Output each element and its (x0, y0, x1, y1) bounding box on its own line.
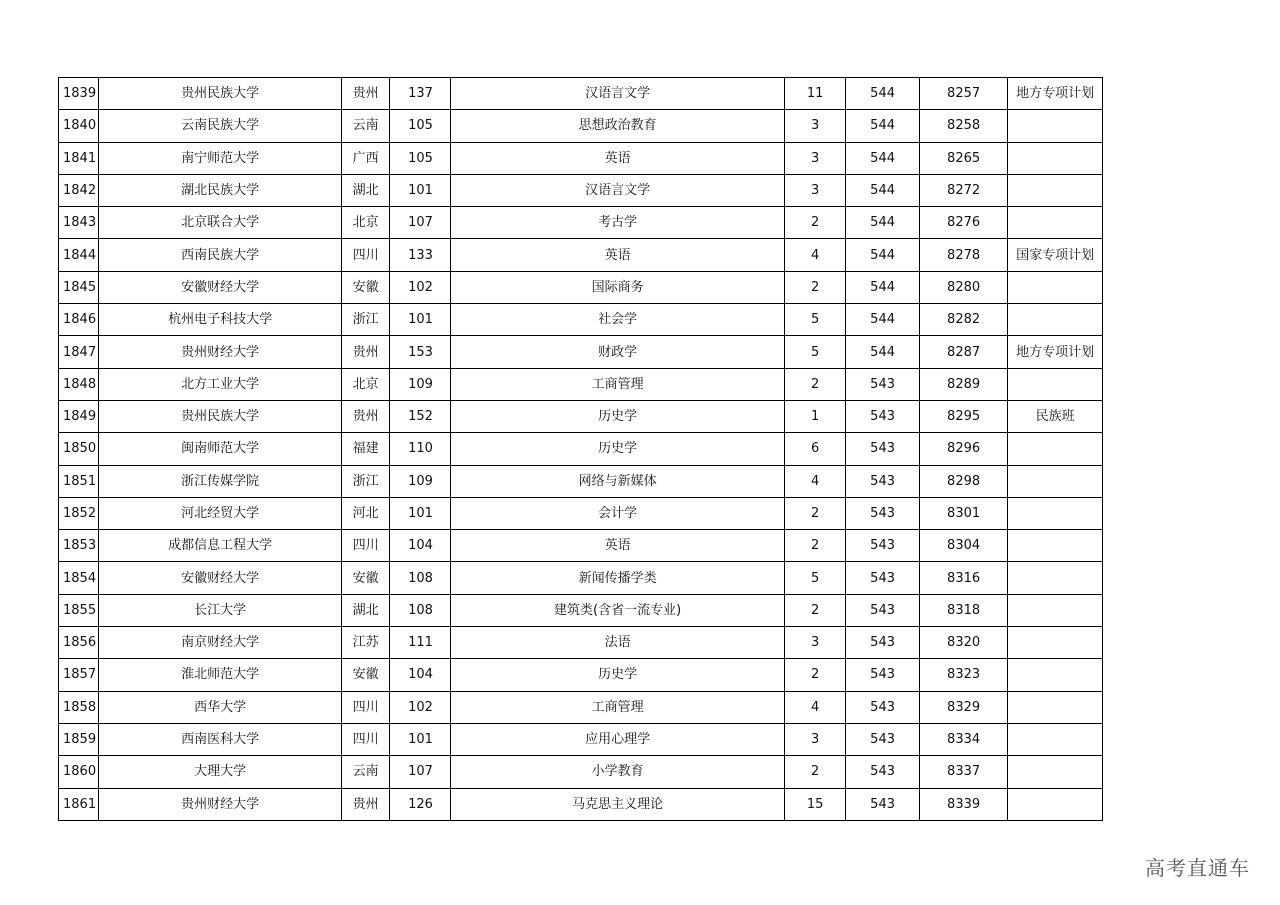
cell-school: 安徽财经大学 (99, 562, 342, 594)
cell-note (1008, 627, 1103, 659)
cell-plan-count: 3 (785, 142, 846, 174)
cell-min-rank: 8304 (920, 530, 1008, 562)
cell-serial-number: 1846 (59, 304, 99, 336)
cell-major-code: 107 (390, 756, 451, 788)
cell-min-score: 543 (846, 530, 920, 562)
cell-school: 杭州电子科技大学 (99, 304, 342, 336)
cell-major: 英语 (451, 239, 785, 271)
cell-major-code: 111 (390, 627, 451, 659)
cell-province: 四川 (342, 530, 390, 562)
table-row (59, 271, 1103, 303)
cell-min-score: 544 (846, 336, 920, 368)
table-row (59, 433, 1103, 465)
cell-major: 建筑类(含省一流专业) (451, 594, 785, 626)
cell-major-code: 108 (390, 594, 451, 626)
cell-major: 历史学 (451, 400, 785, 432)
cell-note (1008, 368, 1103, 400)
cell-major-code: 102 (390, 271, 451, 303)
cell-major: 应用心理学 (451, 723, 785, 755)
cell-major: 小学教育 (451, 756, 785, 788)
cell-min-score: 543 (846, 627, 920, 659)
cell-major-code: 110 (390, 433, 451, 465)
cell-major: 英语 (451, 530, 785, 562)
cell-serial-number: 1860 (59, 756, 99, 788)
cell-major: 思想政治教育 (451, 110, 785, 142)
cell-school: 贵州民族大学 (99, 78, 342, 110)
cell-min-score: 543 (846, 723, 920, 755)
cell-serial-number: 1843 (59, 207, 99, 239)
table-row (59, 723, 1103, 755)
cell-min-score: 543 (846, 691, 920, 723)
cell-serial-number: 1861 (59, 788, 99, 820)
cell-min-score: 544 (846, 239, 920, 271)
cell-min-rank: 8318 (920, 594, 1008, 626)
cell-serial-number: 1842 (59, 174, 99, 206)
table-row (59, 142, 1103, 174)
cell-serial-number: 1840 (59, 110, 99, 142)
table-row (59, 465, 1103, 497)
cell-major: 新闻传播学类 (451, 562, 785, 594)
cell-min-score: 543 (846, 497, 920, 529)
cell-serial-number: 1858 (59, 691, 99, 723)
cell-serial-number: 1841 (59, 142, 99, 174)
cell-min-rank: 8287 (920, 336, 1008, 368)
cell-min-rank: 8258 (920, 110, 1008, 142)
table-row (59, 497, 1103, 529)
cell-major: 工商管理 (451, 368, 785, 400)
cell-province: 安徽 (342, 271, 390, 303)
cell-plan-count: 2 (785, 594, 846, 626)
cell-major-code: 101 (390, 723, 451, 755)
table-row (59, 239, 1103, 271)
cell-min-rank: 8282 (920, 304, 1008, 336)
cell-major: 历史学 (451, 433, 785, 465)
cell-min-score: 544 (846, 110, 920, 142)
cell-min-score: 544 (846, 304, 920, 336)
cell-note (1008, 659, 1103, 691)
cell-min-rank: 8276 (920, 207, 1008, 239)
cell-major-code: 101 (390, 304, 451, 336)
cell-min-rank: 8301 (920, 497, 1008, 529)
cell-min-rank: 8339 (920, 788, 1008, 820)
cell-min-rank: 8298 (920, 465, 1008, 497)
cell-major: 国际商务 (451, 271, 785, 303)
cell-min-score: 544 (846, 271, 920, 303)
admission-table (58, 77, 1103, 821)
table-row (59, 368, 1103, 400)
cell-major: 考古学 (451, 207, 785, 239)
cell-plan-count: 5 (785, 304, 846, 336)
cell-major-code: 126 (390, 788, 451, 820)
cell-note (1008, 174, 1103, 206)
table-row (59, 562, 1103, 594)
cell-min-score: 543 (846, 562, 920, 594)
cell-min-rank: 8337 (920, 756, 1008, 788)
cell-school: 浙江传媒学院 (99, 465, 342, 497)
cell-min-rank: 8334 (920, 723, 1008, 755)
cell-major-code: 152 (390, 400, 451, 432)
cell-note (1008, 304, 1103, 336)
cell-plan-count: 4 (785, 691, 846, 723)
cell-school: 闽南师范大学 (99, 433, 342, 465)
cell-note (1008, 530, 1103, 562)
cell-plan-count: 6 (785, 433, 846, 465)
cell-min-rank: 8296 (920, 433, 1008, 465)
cell-min-score: 543 (846, 594, 920, 626)
cell-min-score: 544 (846, 78, 920, 110)
cell-min-rank: 8323 (920, 659, 1008, 691)
cell-province: 湖北 (342, 594, 390, 626)
cell-school: 北方工业大学 (99, 368, 342, 400)
cell-serial-number: 1849 (59, 400, 99, 432)
cell-major-code: 107 (390, 207, 451, 239)
cell-plan-count: 5 (785, 336, 846, 368)
cell-serial-number: 1851 (59, 465, 99, 497)
cell-province: 安徽 (342, 562, 390, 594)
cell-serial-number: 1844 (59, 239, 99, 271)
cell-school: 成都信息工程大学 (99, 530, 342, 562)
cell-min-rank: 8278 (920, 239, 1008, 271)
cell-note: 民族班 (1008, 400, 1103, 432)
cell-major-code: 102 (390, 691, 451, 723)
cell-major: 汉语言文学 (451, 174, 785, 206)
cell-min-score: 543 (846, 368, 920, 400)
cell-plan-count: 4 (785, 465, 846, 497)
cell-province: 贵州 (342, 400, 390, 432)
cell-province: 福建 (342, 433, 390, 465)
cell-min-rank: 8272 (920, 174, 1008, 206)
cell-major-code: 109 (390, 465, 451, 497)
cell-plan-count: 11 (785, 78, 846, 110)
table-row (59, 530, 1103, 562)
table-row (59, 336, 1103, 368)
cell-major-code: 101 (390, 497, 451, 529)
cell-min-rank: 8316 (920, 562, 1008, 594)
cell-province: 浙江 (342, 465, 390, 497)
cell-major-code: 105 (390, 110, 451, 142)
cell-major-code: 109 (390, 368, 451, 400)
cell-note (1008, 788, 1103, 820)
cell-plan-count: 3 (785, 110, 846, 142)
cell-school: 湖北民族大学 (99, 174, 342, 206)
cell-serial-number: 1859 (59, 723, 99, 755)
table-row (59, 207, 1103, 239)
cell-plan-count: 2 (785, 530, 846, 562)
cell-school: 云南民族大学 (99, 110, 342, 142)
cell-min-rank: 8295 (920, 400, 1008, 432)
cell-province: 北京 (342, 368, 390, 400)
cell-note (1008, 465, 1103, 497)
cell-province: 贵州 (342, 788, 390, 820)
cell-plan-count: 2 (785, 497, 846, 529)
table-row (59, 691, 1103, 723)
cell-plan-count: 4 (785, 239, 846, 271)
table-row (59, 659, 1103, 691)
cell-min-rank: 8329 (920, 691, 1008, 723)
cell-school: 淮北师范大学 (99, 659, 342, 691)
table-row (59, 304, 1103, 336)
cell-serial-number: 1854 (59, 562, 99, 594)
cell-province: 贵州 (342, 78, 390, 110)
cell-note (1008, 110, 1103, 142)
cell-plan-count: 2 (785, 207, 846, 239)
cell-school: 贵州民族大学 (99, 400, 342, 432)
cell-plan-count: 3 (785, 723, 846, 755)
cell-major: 历史学 (451, 659, 785, 691)
cell-school: 大理大学 (99, 756, 342, 788)
cell-school: 西南民族大学 (99, 239, 342, 271)
table-row (59, 78, 1103, 110)
cell-min-score: 543 (846, 788, 920, 820)
table-row (59, 788, 1103, 820)
cell-province: 云南 (342, 756, 390, 788)
cell-min-score: 544 (846, 174, 920, 206)
cell-note (1008, 433, 1103, 465)
cell-serial-number: 1848 (59, 368, 99, 400)
cell-note (1008, 756, 1103, 788)
cell-serial-number: 1853 (59, 530, 99, 562)
cell-min-score: 543 (846, 465, 920, 497)
cell-school: 北京联合大学 (99, 207, 342, 239)
cell-min-rank: 8320 (920, 627, 1008, 659)
cell-province: 河北 (342, 497, 390, 529)
cell-school: 安徽财经大学 (99, 271, 342, 303)
cell-note (1008, 691, 1103, 723)
cell-min-rank: 8280 (920, 271, 1008, 303)
cell-plan-count: 2 (785, 368, 846, 400)
cell-note (1008, 723, 1103, 755)
cell-serial-number: 1839 (59, 78, 99, 110)
cell-note (1008, 594, 1103, 626)
cell-school: 河北经贸大学 (99, 497, 342, 529)
cell-major-code: 104 (390, 530, 451, 562)
cell-major-code: 108 (390, 562, 451, 594)
cell-school: 贵州财经大学 (99, 788, 342, 820)
cell-plan-count: 1 (785, 400, 846, 432)
cell-serial-number: 1845 (59, 271, 99, 303)
cell-min-score: 543 (846, 659, 920, 691)
cell-province: 安徽 (342, 659, 390, 691)
cell-note: 地方专项计划 (1008, 336, 1103, 368)
cell-province: 北京 (342, 207, 390, 239)
cell-major: 法语 (451, 627, 785, 659)
cell-major-code: 133 (390, 239, 451, 271)
cell-min-rank: 8257 (920, 78, 1008, 110)
cell-serial-number: 1850 (59, 433, 99, 465)
cell-min-score: 543 (846, 756, 920, 788)
cell-school: 贵州财经大学 (99, 336, 342, 368)
cell-province: 江苏 (342, 627, 390, 659)
table-row (59, 400, 1103, 432)
cell-serial-number: 1852 (59, 497, 99, 529)
cell-plan-count: 15 (785, 788, 846, 820)
cell-plan-count: 2 (785, 271, 846, 303)
cell-major-code: 105 (390, 142, 451, 174)
cell-school: 西南医科大学 (99, 723, 342, 755)
cell-major: 工商管理 (451, 691, 785, 723)
cell-major: 汉语言文学 (451, 78, 785, 110)
watermark-text: 高考直通车 (1145, 856, 1250, 880)
cell-plan-count: 2 (785, 756, 846, 788)
cell-note: 地方专项计划 (1008, 78, 1103, 110)
table-row (59, 594, 1103, 626)
cell-serial-number: 1847 (59, 336, 99, 368)
cell-school: 长江大学 (99, 594, 342, 626)
cell-min-score: 544 (846, 142, 920, 174)
cell-major: 英语 (451, 142, 785, 174)
cell-note (1008, 562, 1103, 594)
cell-school: 西华大学 (99, 691, 342, 723)
cell-province: 浙江 (342, 304, 390, 336)
cell-major-code: 153 (390, 336, 451, 368)
cell-serial-number: 1855 (59, 594, 99, 626)
cell-major-code: 137 (390, 78, 451, 110)
cell-major-code: 104 (390, 659, 451, 691)
cell-note (1008, 497, 1103, 529)
cell-min-score: 543 (846, 433, 920, 465)
cell-province: 广西 (342, 142, 390, 174)
cell-plan-count: 2 (785, 659, 846, 691)
cell-school: 南京财经大学 (99, 627, 342, 659)
cell-major: 财政学 (451, 336, 785, 368)
cell-min-rank: 8289 (920, 368, 1008, 400)
cell-major: 社会学 (451, 304, 785, 336)
cell-province: 贵州 (342, 336, 390, 368)
cell-major: 网络与新媒体 (451, 465, 785, 497)
cell-serial-number: 1857 (59, 659, 99, 691)
cell-major: 会计学 (451, 497, 785, 529)
cell-note (1008, 142, 1103, 174)
cell-plan-count: 5 (785, 562, 846, 594)
cell-province: 四川 (342, 239, 390, 271)
cell-province: 湖北 (342, 174, 390, 206)
cell-plan-count: 3 (785, 627, 846, 659)
cell-note: 国家专项计划 (1008, 239, 1103, 271)
cell-province: 云南 (342, 110, 390, 142)
cell-major: 马克思主义理论 (451, 788, 785, 820)
table-row (59, 627, 1103, 659)
cell-min-score: 543 (846, 400, 920, 432)
cell-plan-count: 3 (785, 174, 846, 206)
cell-school: 南宁师范大学 (99, 142, 342, 174)
cell-min-rank: 8265 (920, 142, 1008, 174)
table-row (59, 756, 1103, 788)
table-row (59, 174, 1103, 206)
cell-note (1008, 271, 1103, 303)
cell-min-score: 544 (846, 207, 920, 239)
cell-major-code: 101 (390, 174, 451, 206)
cell-province: 四川 (342, 691, 390, 723)
table-row (59, 110, 1103, 142)
cell-serial-number: 1856 (59, 627, 99, 659)
cell-note (1008, 207, 1103, 239)
cell-province: 四川 (342, 723, 390, 755)
